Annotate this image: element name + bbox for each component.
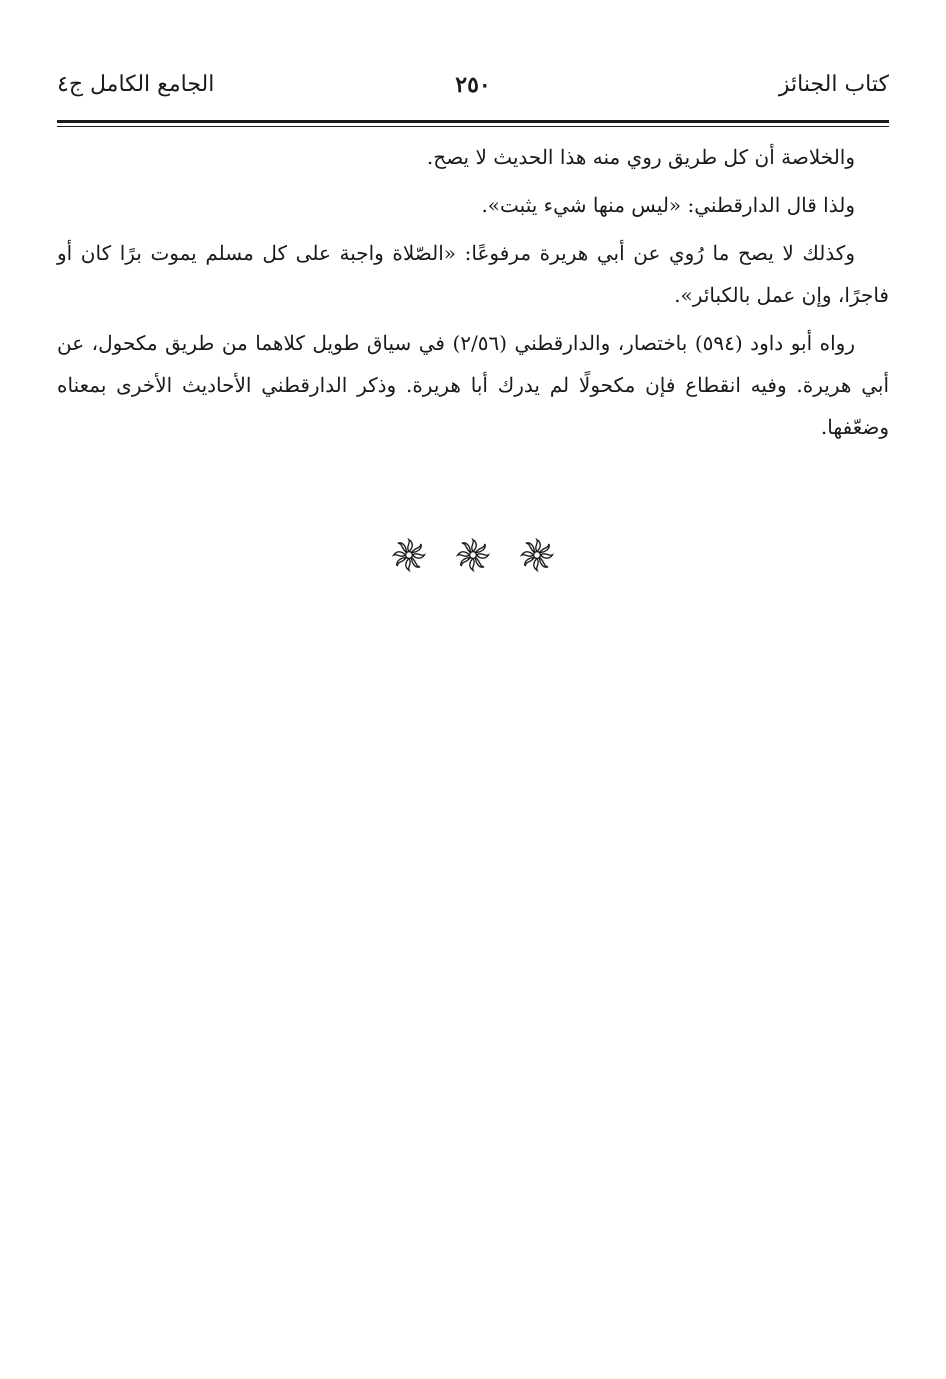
paragraph-conclusion: والخلاصة أن كل طريق روي منه هذا الحديث لا يصح.	[426, 145, 855, 169]
paragraph-abu-hurayra-hadith: وكذلك لا يصح ما رُوي عن أبي هريرة مرفوعًا: «الصّلاة واجبة على كل مسلم يموت برًا كان أو فاجرًا، وإن عمل بالكبائر».	[57, 241, 889, 307]
volume-title: الجامع الكامل ج٤	[57, 72, 215, 97]
floral-ornament-icon	[392, 538, 426, 572]
book-title: كتاب الجنائز	[778, 72, 889, 97]
paragraph-daraqutni-quote: ولذا قال الدارقطني: «ليس منها شيء يثبت».	[481, 193, 855, 217]
header-rule-thick	[57, 120, 889, 123]
floral-ornament-icon	[456, 538, 490, 572]
paragraph-takhrij: رواه أبو داود (٥٩٤) باختصار، والدارقطني (٢/٥٦) في سياق طويل كلاهما من طريق مكحول، عن أبي هريرة. وفيه انقطاع فإن مكحولًا لم يدرك أبا هريرة. وذكر الدارقطني الأحاديث الأخرى بمعناه وضعّفها.	[57, 331, 889, 439]
running-header	[57, 70, 889, 110]
floral-ornament-icon	[520, 538, 554, 572]
main-text	[57, 136, 889, 454]
header-rule-thin	[57, 126, 889, 127]
page-number: ٢٥٠	[455, 72, 491, 98]
section-divider	[0, 538, 946, 582]
